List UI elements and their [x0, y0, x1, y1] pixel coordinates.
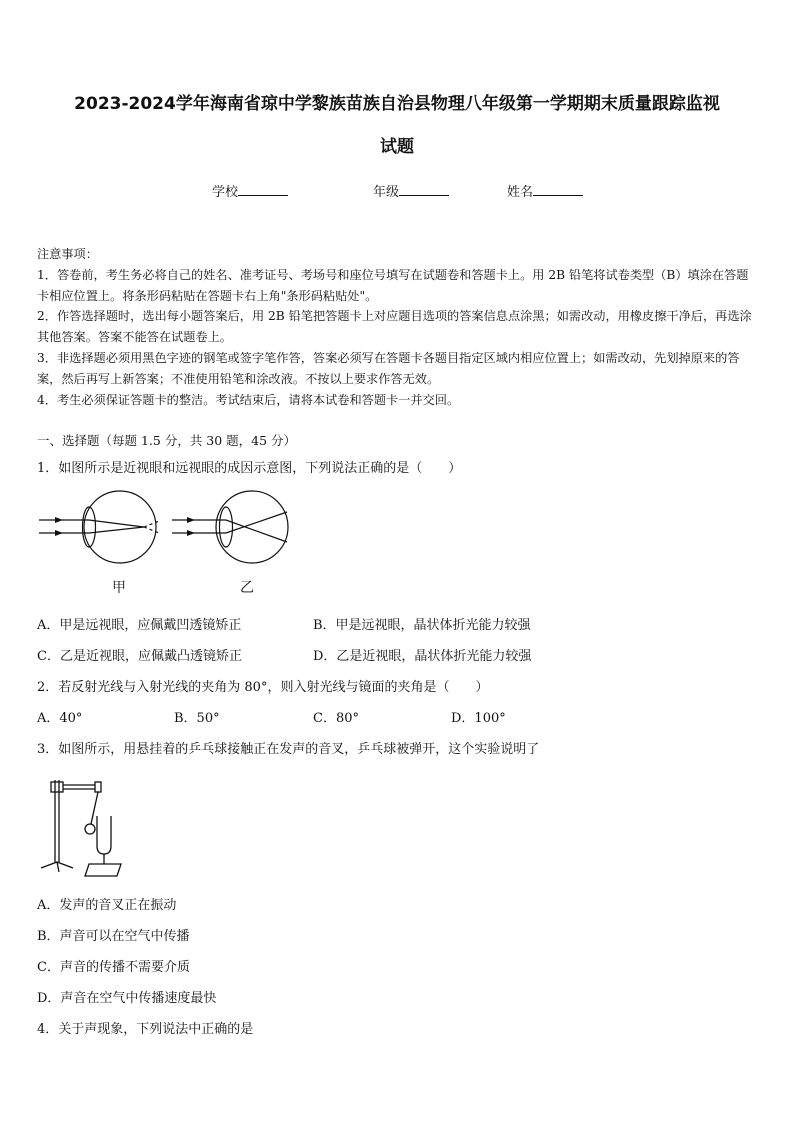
name-label: 姓名 — [507, 185, 534, 200]
notice-heading: 注意事项： — [37, 247, 98, 261]
ping-pong-ball — [85, 824, 95, 834]
school-field[interactable] — [212, 181, 288, 200]
notice-block — [37, 244, 759, 410]
q2-option-a[interactable]: A．40° — [37, 711, 83, 726]
figure-label-jia: 甲 — [112, 580, 126, 596]
question-1-stem: 1．如图所示是近视眼和远视眼的成因示意图，下列说法正确的是（ ） — [37, 461, 462, 476]
name-blank[interactable] — [533, 183, 583, 196]
eye-diagram-figure — [37, 490, 317, 570]
notice-item: 1．答卷前，考生务必将自己的姓名、准考证号、考场号和座位号填写在试题卷和答题卡上。用 2B 铅笔将试卷类型（B）填涂在答题卡相应位置上。将条形码粘贴在答题卡右上角"条形码粘贴处"。 — [37, 267, 749, 303]
q3-option-c[interactable]: C．声音的传播不需要介质 — [37, 960, 190, 975]
exam-title-line2: 试题 — [380, 137, 414, 157]
fork-base — [85, 864, 121, 876]
q1-option-a[interactable]: A．甲是远视眼，应佩戴凹透镜矫正 — [37, 618, 242, 633]
grade-field[interactable] — [373, 181, 449, 200]
section-heading: 一、选择题（每题 1.5 分，共 30 题，45 分） — [37, 433, 297, 448]
q2-option-c[interactable]: C．80° — [313, 711, 359, 726]
notice-item: 3．非选择题必须用黑色字迹的钢笔或签字笔作答，答案必须写在答题卡各题目指定区域内相应位置上；如需改动，先划掉原来的答案，然后再写上新答案；不准使用铅笔和涂改液。不按以上要求作答无效。 — [37, 350, 740, 386]
eye-lens-b — [220, 507, 233, 547]
eye-ball-b — [216, 491, 288, 563]
question-3-stem: 3．如图所示，用悬挂着的乒乓球接触正在发声的音叉，乒乓球被弹开，这个实验说明了 — [37, 742, 540, 757]
q1-option-b[interactable]: B．甲是远视眼，晶状体折光能力较强 — [313, 618, 531, 633]
grade-label: 年级 — [373, 185, 400, 200]
q1-option-d[interactable]: D．乙是近视眼，晶状体折光能力较强 — [313, 649, 532, 664]
figure-label-yi: 乙 — [240, 580, 254, 596]
q1-option-c[interactable]: C．乙是近视眼，应佩戴凸透镜矫正 — [37, 649, 242, 664]
question-4-stem: 4．关于声现象，下列说法中正确的是 — [37, 1022, 254, 1037]
school-label: 学校 — [212, 185, 239, 200]
notice-item: 2．作答选择题时，选出每小题答案后，用 2B 铅笔把答题卡上对应题目选项的答案信息点涂黑；如需改动，用橡皮擦干净后，再选涂其他答案。答案不能答在试题卷上。 — [37, 309, 752, 345]
q3-option-b[interactable]: B．声音可以在空气中传播 — [37, 929, 190, 944]
school-blank[interactable] — [238, 183, 288, 196]
exam-title-line1: 2023-2024学年海南省琼中学黎族苗族自治县物理八年级第一学期期末质量跟踪监视 — [74, 94, 720, 114]
notice-item: 4．考生必须保证答题卡的整洁。考试结束后，请将本试卷和答题卡一并交回。 — [37, 392, 460, 407]
q2-option-d[interactable]: D．100° — [451, 711, 506, 726]
q2-option-b[interactable]: B．50° — [174, 711, 220, 726]
question-2-stem: 2．若反射光线与入射光线的夹角为 80°，则入射光线与镜面的夹角是（ ） — [37, 680, 489, 695]
q3-option-d[interactable]: D．声音在空气中传播速度最快 — [37, 991, 217, 1006]
tuning-fork-figure — [37, 772, 147, 882]
name-field[interactable] — [507, 181, 583, 200]
q3-option-a[interactable]: A．发声的音叉正在振动 — [37, 898, 177, 913]
grade-blank[interactable] — [399, 183, 449, 196]
